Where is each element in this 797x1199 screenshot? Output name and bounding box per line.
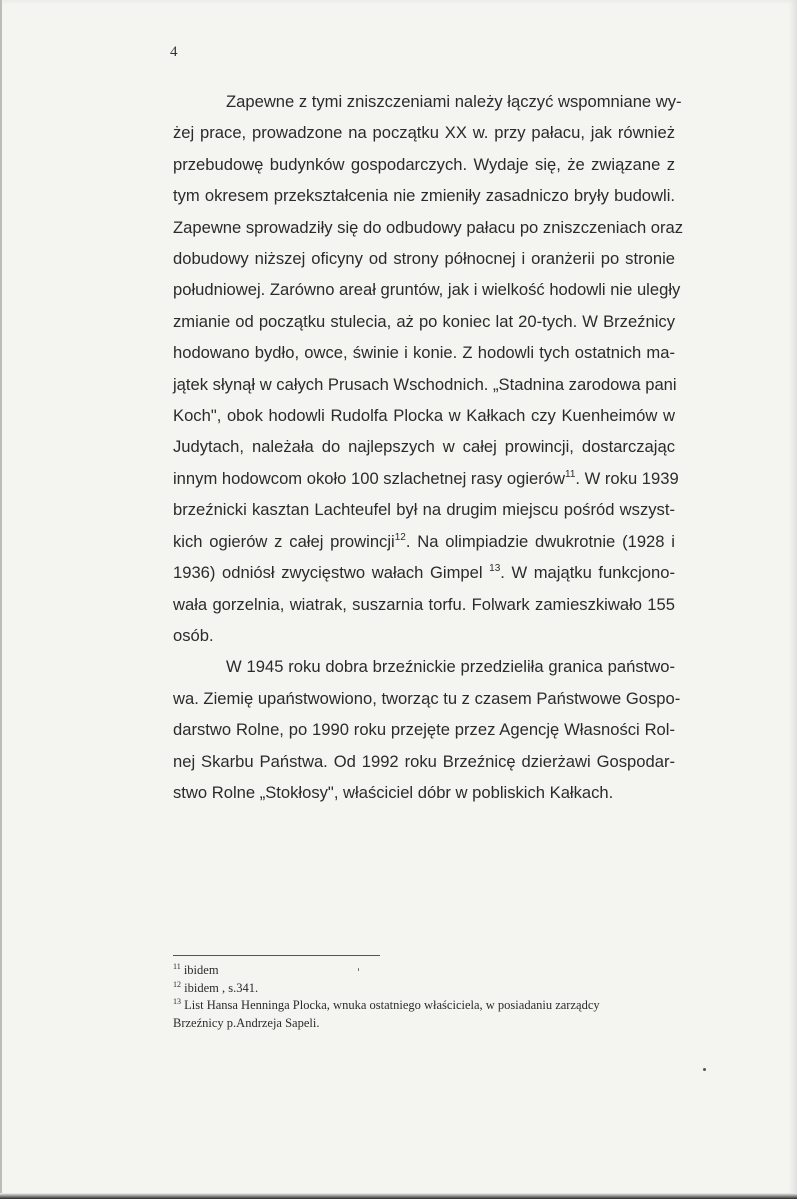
paragraph-1 (173, 86, 684, 651)
text-fragment: . W roku 1939 (575, 468, 679, 488)
text-fragment: . Na olimpiadzie dwukrotnie (1928 i (405, 531, 675, 551)
body-text (173, 86, 684, 808)
text-line: Koch", obok hodowli Rudolfa Plocka w Kałkach czy Kuenheimów w (173, 406, 675, 426)
text-line: Zapewne z tymi zniszczeniami należy łączyć wspomniane wy- (226, 92, 682, 111)
footnote-text: ibidem (183, 963, 219, 977)
text-line: wa. Ziemię upaństwowiono, tworząc tu z czasem Państwowe Gospo- (173, 688, 681, 708)
text-line: stwo Rolne „Stokłosy", właściciel dóbr w pobliskich Kałkach. (173, 782, 614, 802)
footnote-ref-13[interactable]: 13 (489, 563, 501, 575)
text-line: tym okresem przekształcenia nie zmieniły zasadniczo bryły budowli. (173, 186, 675, 206)
footnote-mark: 13 (173, 997, 181, 1006)
footnote-text: ibidem , s.341. (184, 980, 259, 995)
text-line: Judytach, należała do najlepszych w całej prowincji, dostarczając (173, 437, 675, 457)
text-line (173, 463, 679, 494)
text-line: żej prace, prowadzone na początku XX w. przy pałacu, jak również (173, 123, 675, 143)
footnote-13-continuation: Brzeźnicy p.Andrzeja Sapeli. (173, 1015, 320, 1030)
footnote-separator (173, 955, 380, 956)
scan-speck (703, 1068, 706, 1071)
text-line: W 1945 roku dobra brzeźnickie przedzieliła granica państwo- (226, 657, 675, 677)
text-line: południowej. Zarówno areał gruntów, jak i wielkość hodowli nie uległy (173, 280, 681, 300)
text-fragment: 1936) odniósł zwycięstwo wałach Gimpel (173, 563, 490, 583)
footnote-12 (173, 980, 683, 998)
text-line: brzeźnicki kasztan Lachteufel był na drugim miejscu pośród wszyst- (173, 500, 675, 520)
text-line (173, 557, 675, 588)
text-line: przebudowę budynków gospodarczych. Wydaje się, że związane z (173, 154, 675, 174)
footnote-ref-12[interactable]: 12 (394, 531, 406, 543)
footnote-13 (173, 997, 683, 1015)
footnote-mark: 12 (173, 979, 181, 989)
text-line: wała gorzelnia, wiatrak, suszarnia torfu. Folwark zamieszkiwało 155 (173, 594, 675, 614)
page-number: 4 (170, 44, 178, 60)
text-line (173, 526, 675, 557)
text-line: osób. (173, 625, 214, 645)
text-fragment: . W majątku funkcjono- (500, 563, 675, 583)
footnote-text: List Hansa Henninga Plocka, wnuka ostatniego właściciela, w posiadaniu zarządcy (184, 998, 600, 1012)
paragraph-2 (173, 651, 681, 808)
text-line: nej Skarbu Państwa. Od 1992 roku Brzeźnicę dzierżawi Gospodar- (173, 751, 675, 771)
footnote-11 (173, 962, 683, 980)
text-line: Zapewne sprowadziły się do odbudowy pałacu po zniszczeniach oraz (173, 217, 684, 237)
text-line: jątek słynął w całych Prusach Wschodnich. „Stadnina zarodowa pani (173, 374, 677, 394)
text-line: dobudowy niższej oficyny od strony północnej i oranżerii po stronie (173, 249, 675, 269)
footnote-ref-11[interactable]: 11 (565, 468, 576, 480)
text-fragment: kich ogierów z całej prowincji (173, 531, 395, 551)
footnotes (173, 962, 683, 1032)
footnote-mark: 11 (173, 962, 181, 971)
text-line: zmianie od początku stulecia, aż po koniec lat 20-tych. W Brzeźnicy (173, 311, 675, 331)
page-edge-shadow (0, 0, 2, 1199)
text-line: hodowano bydło, owce, świnie i konie. Z hodowli tych ostatnich ma- (173, 343, 675, 363)
text-line: darstwo Rolne, po 1990 roku przejęte przez Agencję Własności Rol- (173, 720, 675, 740)
page-bottom-edge (0, 1193, 797, 1199)
text-fragment: innym hodowcom około 100 szlachetnej rasy ogierów (173, 468, 566, 488)
